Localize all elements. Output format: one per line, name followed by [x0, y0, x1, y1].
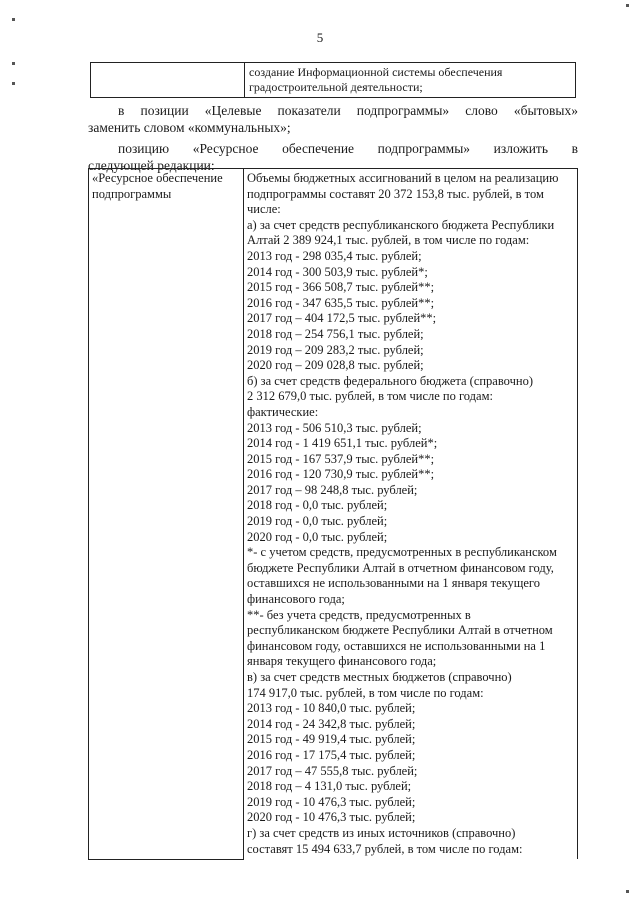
resource-line: 2018 год - 0,0 тыс. рублей; [247, 498, 388, 513]
resource-line: 2013 год - 10 840,0 тыс. рублей; [247, 701, 416, 716]
resource-line: 2015 год - 49 919,4 тыс. рублей; [247, 732, 416, 747]
resource-line: 2 312 679,0 тыс. рублей, в том числе по годам: [247, 389, 493, 404]
resource-line: 2018 год – 254 756,1 тыс. рублей; [247, 326, 424, 341]
resource-line: б) за счет средств федерального бюджета (справочно) [247, 373, 533, 388]
resource-line: 2019 год – 209 283,2 тыс. рублей; [247, 342, 424, 357]
resource-line: 2016 год - 120 730,9 тыс. рублей**; [247, 467, 435, 482]
resource-line: бюджете Республики Алтай в отчетном финансовом году, [247, 560, 554, 575]
resource-line: января текущего финансового года; [247, 654, 437, 669]
top-table [90, 62, 576, 98]
resource-line: 2017 год – 98 248,8 тыс. рублей; [247, 482, 418, 497]
resource-line: 2016 год - 347 635,5 тыс. рублей**; [247, 295, 435, 310]
top-table-cell-empty [91, 63, 245, 98]
page-number: 5 [316, 30, 324, 45]
resource-line: фактические: [247, 404, 319, 419]
scan-mark [626, 4, 629, 7]
resource-line: 2016 год - 17 175,4 тыс. рублей; [247, 747, 416, 762]
scan-mark [12, 18, 15, 21]
paragraph-replace-word-cont: заменить словом «коммунальных»; [88, 120, 291, 135]
resource-line: республиканском бюджете Республики Алтай в отчетном [247, 623, 553, 638]
resource-line: 2014 год - 300 503,9 тыс. рублей*; [247, 264, 428, 279]
paragraph-replace-word: в позиции «Целевые показатели подпрограммы» слово «бытовых» [118, 103, 578, 118]
resource-line: финансовом году, оставшихся не использованными на 1 [247, 638, 546, 653]
resource-line: **- без учета средств, предусмотренных в [247, 607, 471, 622]
resource-line: в) за счет средств местных бюджетов (справочно) [247, 670, 512, 684]
resource-line: 2013 год - 298 035,4 тыс. рублей; [247, 248, 422, 263]
top-table-cell-text: создание Информационной системы обеспечения градостроительной деятельности; [245, 63, 576, 98]
resource-line: 2014 год - 24 342,8 тыс. рублей; [247, 716, 416, 731]
resource-label-cell: «Ресурсное обеспечение подпрограммы [89, 169, 244, 860]
resource-table [88, 168, 578, 860]
resource-values-cell [244, 169, 578, 860]
resource-line: 2020 год - 0,0 тыс. рублей; [247, 529, 388, 544]
resource-line: числе: [247, 202, 281, 217]
resource-line: 2015 год - 366 508,7 тыс. рублей**; [247, 280, 435, 295]
resource-line: г) за счет средств из иных источников (справочно) [247, 825, 516, 840]
resource-line: финансового года; [247, 592, 345, 607]
resource-line: Объемы бюджетных ассигнований в целом на реализацию [247, 171, 559, 185]
scan-mark [12, 62, 15, 65]
scan-mark [626, 890, 629, 893]
resource-line: 2018 год – 4 131,0 тыс. рублей; [247, 779, 412, 794]
resource-line: 2015 год - 167 537,9 тыс. рублей**; [247, 451, 435, 466]
resource-line: подпрограммы составят 20 372 153,8 тыс. рублей, в том [247, 186, 544, 201]
resource-line: 2020 год – 209 028,8 тыс. рублей; [247, 358, 424, 373]
table-row [89, 169, 578, 860]
resource-line: 2020 год - 10 476,3 тыс. рублей; [247, 810, 416, 825]
resource-line: оставшихся не использованными на 1 января текущего [247, 576, 540, 591]
resource-line: 2017 год – 404 172,5 тыс. рублей**; [247, 311, 437, 326]
resource-line: 2013 год - 506 510,3 тыс. рублей; [247, 420, 422, 435]
resource-line: 2017 год – 47 555,8 тыс. рублей; [247, 763, 418, 778]
paragraph-resource-position-cont: следующей редакции: [88, 158, 215, 173]
resource-line: составят 15 494 633,7 рублей, в том числе по годам: [247, 841, 523, 856]
resource-line: *- с учетом средств, предусмотренных в республиканском [247, 545, 557, 560]
scan-mark [12, 82, 15, 85]
resource-line: 2019 год - 0,0 тыс. рублей; [247, 514, 388, 529]
resource-line: 2019 год - 10 476,3 тыс. рублей; [247, 794, 416, 809]
paragraph-resource-position: позицию «Ресурсное обеспечение подпрограммы» изложить в [118, 141, 578, 156]
resource-line: 2014 год - 1 419 651,1 тыс. рублей*; [247, 436, 438, 451]
table-row [91, 63, 576, 98]
resource-line: 174 917,0 тыс. рублей, в том числе по годам: [247, 685, 484, 700]
resource-line: а) за счет средств республиканского бюджета Республики [247, 217, 555, 232]
resource-line: Алтай 2 389 924,1 тыс. рублей, в том числе по годам: [247, 233, 530, 248]
